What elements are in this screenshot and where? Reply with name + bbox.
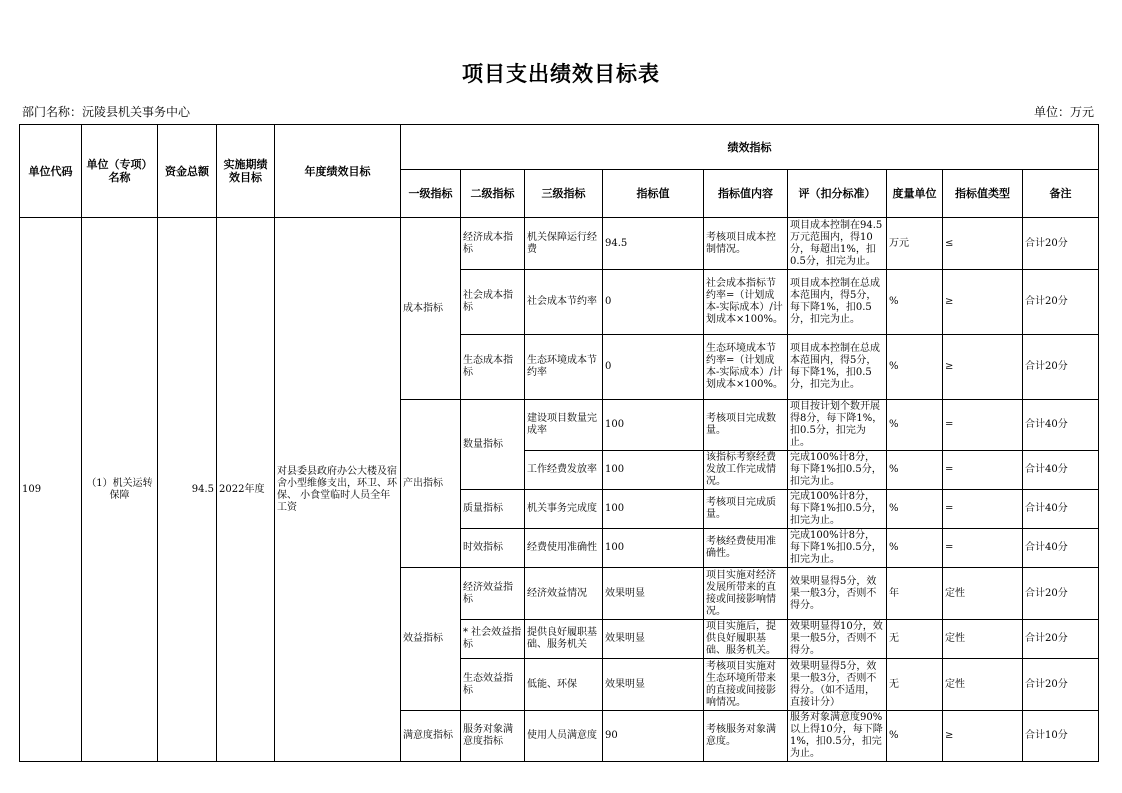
measure-unit-cell: %: [887, 490, 943, 529]
value-cell: 90: [603, 711, 704, 762]
scoring-cell: 项目成本控制在总成本范围内，得5分，每下降1%，扣0.5分，扣完为止。: [788, 270, 887, 335]
remark-cell: 合计40分: [1023, 400, 1099, 451]
scoring-cell: 效果明显得5分，效果一般3分，否则不得分。（如不适用，直接计分）: [788, 659, 887, 711]
level3-cell: 生态环境成本节约率: [525, 335, 603, 400]
content-cell: 该指标考察经费发放工作完成情况。: [704, 451, 788, 490]
measure-unit-cell: 年: [887, 568, 943, 620]
level2-econ-benefit: 经济效益指标: [461, 568, 525, 620]
annual-goal-cell: 对县委县政府办公大楼及宿舍小型维修支出，环卫、环保、 小食堂临时人员全年工资: [275, 218, 401, 762]
level2-service-sat: 服务对象满意度指标: [461, 711, 525, 762]
header-scoring: 评（扣分标准）: [788, 170, 887, 218]
remark-cell: 合计20分: [1023, 335, 1099, 400]
value-type-cell: =: [943, 529, 1023, 568]
value-cell: 100: [603, 490, 704, 529]
value-type-cell: ≥: [943, 335, 1023, 400]
unit-name-cell: （1）机关运转保障: [82, 218, 158, 762]
scoring-cell: 效果明显得5分，效果一般3分，否则不得分。: [788, 568, 887, 620]
period-cell: 2022年度: [217, 218, 275, 762]
scoring-cell: 完成100%计8分，每下降1%扣0.5分，扣完为止。: [788, 451, 887, 490]
header-level2: 二级指标: [461, 170, 525, 218]
value-type-cell: ≥: [943, 270, 1023, 335]
value-cell: 100: [603, 451, 704, 490]
remark-cell: 合计20分: [1023, 218, 1099, 270]
value-type-cell: =: [943, 400, 1023, 451]
header-unit-code: 单位代码: [20, 125, 82, 218]
measure-unit-cell: %: [887, 451, 943, 490]
remark-cell: 合计20分: [1023, 659, 1099, 711]
value-cell: 100: [603, 400, 704, 451]
content-cell: 考核项目实施对生态环境所带来的直接或间接影响情况。: [704, 659, 788, 711]
level2-timeliness: 时效指标: [461, 529, 525, 568]
measure-unit-cell: %: [887, 400, 943, 451]
level3-cell: 工作经费发放率: [525, 451, 603, 490]
value-cell: 0: [603, 270, 704, 335]
level1-cost: 成本指标: [401, 218, 461, 400]
page-title: 项目支出绩效目标表: [462, 61, 660, 86]
measure-unit-cell: %: [887, 529, 943, 568]
value-cell: 效果明显: [603, 568, 704, 620]
measure-unit-cell: %: [887, 335, 943, 400]
header-content: 指标值内容: [704, 170, 788, 218]
scoring-cell: 效果明显得10分，效果一般5分，否则不得分。: [788, 620, 887, 659]
value-type-cell: 定性: [943, 568, 1023, 620]
scoring-cell: 完成100%计8分，每下降1%扣0.5分，扣完为止。: [788, 529, 887, 568]
scoring-cell: 项目成本控制在总成本范围内，得5分，每下降1%，扣0.5分，扣完为止。: [788, 335, 887, 400]
measure-unit-cell: %: [887, 270, 943, 335]
content-cell: 考核服务对象满意度。: [704, 711, 788, 762]
unit-code-cell: 109: [20, 218, 82, 762]
header-annual-goal: 年度绩效目标: [275, 125, 401, 218]
remark-cell: 合计40分: [1023, 451, 1099, 490]
level3-cell: 提供良好履职基础、服务机关: [525, 620, 603, 659]
value-cell: 94.5: [603, 218, 704, 270]
content-cell: 考核项目成本控制情况。: [704, 218, 788, 270]
value-type-cell: =: [943, 490, 1023, 529]
measure-unit-cell: 万元: [887, 218, 943, 270]
level2-eco-benefit: 生态效益指标: [461, 659, 525, 711]
scoring-cell: 服务对象满意度90%以上得10分，每下降1%，扣0.5分，扣完为止。: [788, 711, 887, 762]
level2-quantity: 数量指标: [461, 400, 525, 490]
value-cell: 100: [603, 529, 704, 568]
level1-benefit: 效益指标: [401, 568, 461, 711]
level2-social-benefit: * 社会效益指标: [461, 620, 525, 659]
content-cell: 项目实施对经济发展所带来的直接或间接影响情况。: [704, 568, 788, 620]
value-cell: 效果明显: [603, 620, 704, 659]
header-measure-unit: 度量单位: [887, 170, 943, 218]
value-type-cell: ≥: [943, 711, 1023, 762]
level3-cell: 建设项目数量完成率: [525, 400, 603, 451]
performance-table: [19, 124, 1099, 762]
header-unit-name: 单位（专项）名称: [82, 125, 158, 218]
header-perf-indicators: 绩效指标: [401, 125, 1099, 170]
content-cell: 考核项目完成数量。: [704, 400, 788, 451]
content-cell: 项目实施后，提供良好履职基础、服务机关。: [704, 620, 788, 659]
value-cell: 0: [603, 335, 704, 400]
remark-cell: 合计20分: [1023, 270, 1099, 335]
level3-cell: 机关保障运行经费: [525, 218, 603, 270]
measure-unit-cell: 无: [887, 659, 943, 711]
level3-cell: 使用人员满意度: [525, 711, 603, 762]
value-cell: 效果明显: [603, 659, 704, 711]
value-type-cell: 定性: [943, 659, 1023, 711]
content-cell: 考核项目完成质量。: [704, 490, 788, 529]
level2-quality: 质量指标: [461, 490, 525, 529]
content-cell: 考核经费使用准确性。: [704, 529, 788, 568]
level2-econ-cost: 经济成本指标: [461, 218, 525, 270]
measure-unit-cell: %: [887, 711, 943, 762]
remark-cell: 合计20分: [1023, 620, 1099, 659]
scoring-cell: 项目成本控制在94.5万元范围内，得10分，每超出1%，扣0.5分，扣完为止。: [788, 218, 887, 270]
scoring-cell: 完成100%计8分，每下降1%扣0.5分，扣完为止。: [788, 490, 887, 529]
value-type-cell: 定性: [943, 620, 1023, 659]
level2-social-cost: 社会成本指标: [461, 270, 525, 335]
level1-satisfaction: 满意度指标: [401, 711, 461, 762]
level3-cell: 机关事务完成度: [525, 490, 603, 529]
fund-total-cell: 94.5: [158, 218, 217, 762]
remark-cell: 合计20分: [1023, 568, 1099, 620]
level3-cell: 经费使用准确性: [525, 529, 603, 568]
value-type-cell: ≤: [943, 218, 1023, 270]
content-cell: 生态环境成本节约率=（计划成本-实际成本）/计划成本×100%。: [704, 335, 788, 400]
level1-output: 产出指标: [401, 400, 461, 568]
scoring-cell: 项目按计划个数开展得8分，每下降1%，扣0.5分，扣完为止。: [788, 400, 887, 451]
header-value: 指标值: [603, 170, 704, 218]
unit-label: 单位：万元: [1033, 105, 1094, 119]
table-row: [20, 218, 1099, 270]
value-type-cell: =: [943, 451, 1023, 490]
header-remark: 备注: [1023, 170, 1099, 218]
level3-cell: 低能、环保: [525, 659, 603, 711]
remark-cell: 合计10分: [1023, 711, 1099, 762]
level2-eco-cost: 生态成本指标: [461, 335, 525, 400]
department-label: 部门名称：沅陵县机关事务中心: [22, 105, 191, 119]
header-period-goal: 实施期绩效目标: [217, 125, 275, 218]
remark-cell: 合计40分: [1023, 529, 1099, 568]
header-value-type: 指标值类型: [943, 170, 1023, 218]
header-level1: 一级指标: [401, 170, 461, 218]
level3-cell: 社会成本节约率: [525, 270, 603, 335]
header-fund-total: 资金总额: [158, 125, 217, 218]
header-level3: 三级指标: [525, 170, 603, 218]
level3-cell: 经济效益情况: [525, 568, 603, 620]
remark-cell: 合计40分: [1023, 490, 1099, 529]
content-cell: 社会成本指标节约率=（计划成本-实际成本）/计划成本×100%。: [704, 270, 788, 335]
measure-unit-cell: 无: [887, 620, 943, 659]
